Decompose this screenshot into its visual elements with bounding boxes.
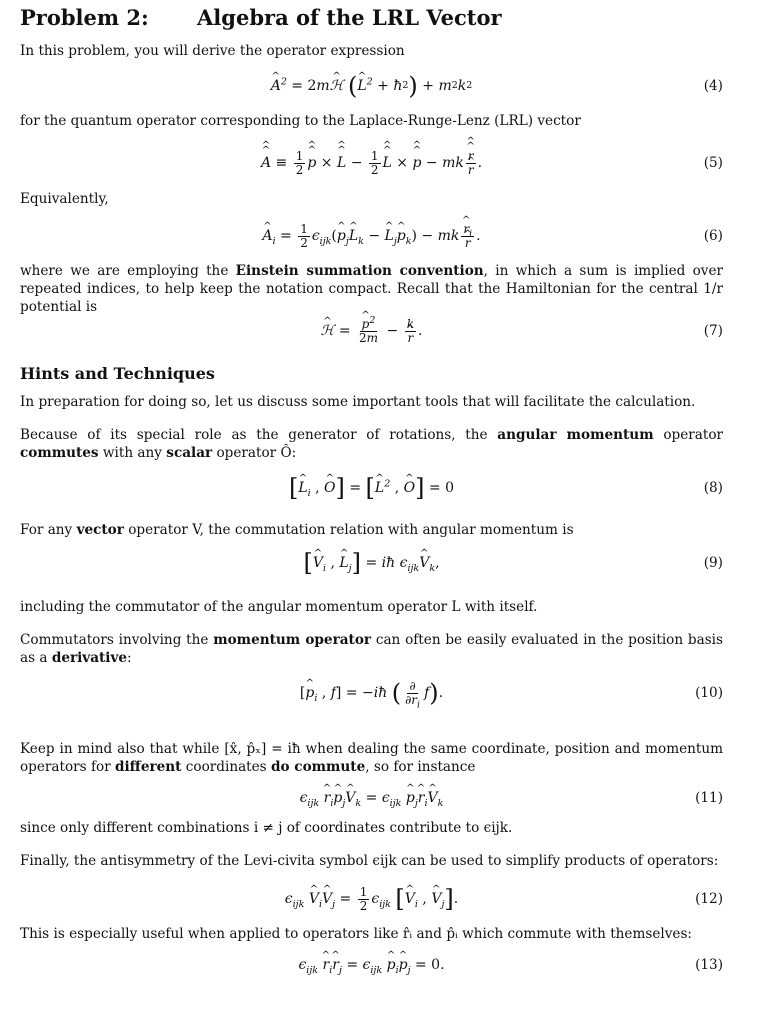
text-span: Keep in mind also that while [x̂, p̂ₓ] = iħ when dealing the same coordinate, position and momentum operators for — [20, 741, 723, 775]
intro-paragraph-3: Equivalently, — [20, 191, 109, 207]
text-span: can often be easily evaluated in the position basis as a — [20, 632, 723, 666]
hints-paragraph-9: This is especially useful when applied to operators like r̂ᵢ and p̂ᵢ which commute with themselves: — [20, 926, 693, 942]
bold-term: vector — [76, 522, 124, 538]
hints-paragraph-5 — [20, 631, 723, 667]
equation-9: [ ^ $V_i$ , ^ $L_j$ ] = iħ $\epsilon_{ijk}$ ^ $V_k$ , (9) — [20, 543, 723, 583]
hints-paragraph-4: including the commutator of the angular momentum operator L with itself. — [20, 599, 538, 615]
equation-6: ^ $A_i$ = $\frac{1}{2}$ $\epsilon_{ijk}$ ( ^ $p_j\^{}$ $L_k$ − ^ $L_j\^{}$ $p_k$ ) − mk ^ $r_i$ ^ r . (6) — [20, 216, 723, 256]
text-span: operator Ô: — [212, 445, 297, 461]
text-span: Commutators involving the — [20, 632, 214, 648]
equation-7: ^ ℋ = ^ $\frac{p^2}{2m}$ − k ^ r . (7) — [20, 311, 723, 351]
bold-term: angular momentum — [497, 427, 654, 443]
hints-paragraph-8: Finally, the antisymmetry of the Levi-civita symbol ϵijk can be used to simplify products of operators: — [20, 853, 719, 869]
text-span: : — [127, 650, 132, 666]
bold-term: scalar — [166, 445, 213, 461]
equation-number-6: (6) — [703, 228, 723, 244]
equation-10: [ ^ $p_i$ , f ] = − iħ ( $\frac{\partial}{\partial r_i}$ f ) . (10) — [20, 673, 723, 713]
text-span: coordinates — [181, 759, 271, 775]
equation-11: $\epsilon_{ijk}$ ^ $r_i\^{}$ $p_j\^{}$ $V_k$ = $\epsilon_{ijk}$ ^ $p_j\^{}$ $r_i\^{}$ $V_k$ (11) — [20, 778, 723, 818]
equation-5: ^ A ^ ≡ $\frac{1}{2}$ ^ p ^ × ^ L ^ − $\frac{1}{2}$ ^ L ^ × ^ p ^ − mk ^ r ^ ^ r . (5) — [20, 143, 723, 183]
text-span: For any — [20, 522, 77, 538]
equation-8: [ ^ $L_i$ , ^ O ] = [ ^ $L^2$ , ^ O ] = 0 (8) — [20, 468, 723, 508]
hints-paragraph-2 — [20, 426, 723, 462]
equation-number-7: (7) — [703, 323, 723, 339]
hints-paragraph-3 — [20, 521, 723, 539]
problem-number: Problem 2: — [20, 5, 149, 30]
bold-term: different — [115, 759, 182, 775]
problem-title — [20, 4, 723, 32]
text-span: , in which a sum is implied over repeated indices, to help keep the notation compact. Recall that the Hamiltonian for the central 1/r potential is — [20, 263, 724, 315]
einstein-convention-term: Einstein summation convention — [235, 263, 484, 279]
text-span: operator — [653, 427, 723, 443]
hints-paragraph-1: In preparation for doing so, let us discuss some important tools that will facilitate the calculation. — [20, 394, 696, 410]
bold-term: do commute — [270, 759, 366, 775]
equation-number-12: (12) — [695, 891, 723, 907]
intro-paragraph-4 — [20, 262, 723, 316]
problem-name: Algebra of the LRL Vector — [197, 5, 502, 30]
equation-number-5: (5) — [703, 155, 723, 171]
equation-13: $\epsilon_{ijk}$ ^ $r_i\^{}$ $r_j$ = $\epsilon_{ijk}$ ^ $p_i\^{}$ $p_j$ = 0. (13) — [20, 945, 723, 985]
intro-paragraph-2: for the quantum operator corresponding to the Laplace-Runge-Lenz (LRL) vector — [20, 113, 581, 129]
text-span: Because of its special role as the generator of rotations, the — [20, 427, 498, 443]
hints-paragraph-6 — [20, 740, 723, 776]
bold-term: derivative — [51, 650, 128, 666]
intro-paragraph-1: In this problem, you will derive the operator expression — [20, 43, 405, 59]
bold-term: commutes — [20, 445, 99, 461]
text-span: with any — [98, 445, 167, 461]
text-span: operator V, the commutation relation with angular momentum is — [123, 522, 574, 538]
equation-number-11: (11) — [695, 790, 723, 806]
hints-paragraph-7: since only different combinations i ≠ j of coordinates contribute to ϵijk. — [20, 820, 513, 836]
text-span: , so for instance — [365, 759, 476, 775]
equation-number-13: (13) — [695, 957, 723, 973]
equation-4: ^ $A^2$ = 2 m ^ ℋ ( ^ $L^2$ + ħ 2 ) + m 2 k 2 (4) — [20, 66, 723, 106]
bold-term: momentum operator — [213, 632, 372, 648]
equation-number-10: (10) — [695, 685, 723, 701]
equation-number-9: (9) — [703, 555, 723, 571]
equation-number-8: (8) — [703, 480, 723, 496]
equation-12: $\epsilon_{ijk}$ ^ $V_i\^{}$ $V_j$ = $\frac{1}{2}$ $\epsilon_{ijk}$ [ ^ $V_i$ , ^ $V_j$ ] . (12) — [20, 879, 723, 919]
hints-heading: Hints and Techniques — [20, 364, 215, 383]
text-span: where we are employing the — [20, 263, 236, 279]
equation-number-4: (4) — [703, 78, 723, 94]
